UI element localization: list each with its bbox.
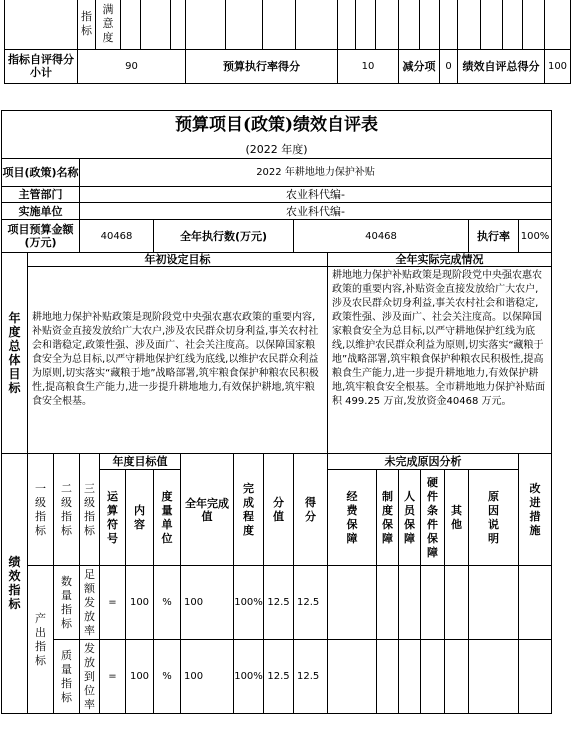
deduct-label: 减分项 [399,49,440,83]
actual-completion-header: 全年实际完成情况 [328,253,552,267]
output-indicator-label: 产出指标 [35,611,46,667]
exec-amount-value: 40468 [294,220,469,253]
row-level2: 质量指标 [61,648,72,704]
level3-header: 三级指标 [84,481,95,537]
row-level2: 数量指标 [61,574,72,630]
year-subtitle: (2022 年度) [2,141,552,159]
degree-header: 完成程度 [243,481,254,537]
other-header: 其他 [451,503,462,531]
budget-label: 项目预算金额(万元) [2,220,80,253]
content-header: 内容 [134,503,145,531]
annual-target-header: 年度目标值 [100,454,181,470]
unit-value: 农业科代编- [80,203,552,220]
row-full-value: 100 [181,640,234,714]
index-cell: 指标 [81,10,92,38]
row-degree: 100% [234,566,264,640]
funding-header: 经费保障 [346,489,358,545]
deduct-value: 0 [440,49,458,83]
row-points: 12.5 [264,566,294,640]
budget-value: 40468 [80,220,154,253]
unit-header: 度量单位 [161,489,173,545]
row-content: 100 [126,566,154,640]
score-header: 得分 [305,495,316,523]
row-score: 12.5 [294,640,328,714]
exec-rate-value: 100% [519,220,552,253]
operator-header: 运算符号 [107,489,118,545]
row-full-value: 100 [181,566,234,640]
level1-header: 一级指标 [35,481,46,537]
row-level3: 发放到位率 [84,641,95,711]
table-row [2,566,552,640]
row-unit: % [154,640,181,714]
dept-label: 主管部门 [2,187,80,203]
initial-goal-header: 年初设定目标 [28,253,328,267]
exec-amount-label: 全年执行数(万元) [154,220,294,253]
project-value: 2022 年耕地地力保护补贴 [80,159,552,187]
subtotal-value: 90 [78,49,186,83]
row-score: 12.5 [294,566,328,640]
exec-rate-label: 执行率 [469,220,519,253]
subtotal-label: 指标自评得分小计 [5,49,78,83]
row-unit: % [154,566,181,640]
initial-goal-text: 耕地地力保护补贴政策是现阶段党中央强农惠农政策的重要内容,补贴资金直接发放给广大农户,涉及农民群众切身利益,事关农村社会和谐稳定,政策性强、涉及面广、社会关注度高。以保障国家粮食安全为总目标,以严守耕地保护红线为底线,以维护农民群众利益为原则,切实落实“藏粮于地”战略部署,筑牢粮食保护种粮农民积极性,提高粮食生产能力,进一步提升耕地地力,有效保护耕地,筑牢粮食安全根基。 [28,267,328,454]
points-header: 分值 [273,495,284,523]
improve-header: 改进措施 [529,481,541,537]
staff-header: 人员保障 [404,489,415,545]
unfinished-header: 未完成原因分析 [328,454,519,470]
dept-value: 农业科代编- [80,187,552,203]
performance-label: 绩效指标 [8,555,21,611]
level2-header: 二级指标 [61,481,72,537]
row-operator: = [100,566,126,640]
project-label: 项目(政策)名称 [2,159,80,187]
table-row [2,640,552,714]
full-value-header: 全年完成值 [181,454,234,566]
row-content: 100 [126,640,154,714]
row-operator: = [100,640,126,714]
row-level3: 足额发放率 [84,567,95,637]
annual-goal-label: 年度总体目标 [8,310,21,395]
hardware-header: 硬件条件保障 [427,475,438,559]
actual-completion-text: 耕地地力保护补贴政策是现阶段党中央强农惠农政策的重要内容,补贴资金直接发放给广大农户,涉及农民群众切身利益,事关农村社会和谐稳定,政策性强、涉及面广、社会关注度高。以保障国家粮食安全为总目标,以严守耕地保护红线为底线,以维护农民群众利益为原则,切实落实“藏粮于地”战略部署,筑牢粮食保护种粮农民积极性,提高粮食生产能力,进一步提升耕地地力,有效保护耕地,筑牢粮食安全根基。全市耕地地力保护补贴面积 499.25 万亩,发放资金40468 万元。 [328,267,552,454]
row-points: 12.5 [264,640,294,714]
exec-score-label: 预算执行率得分 [186,49,338,83]
satisfaction-cell: 满意度 [102,3,114,45]
exec-score-value: 10 [338,49,399,83]
row-degree: 100% [234,640,264,714]
total-score-label: 绩效自评总得分 [458,49,545,83]
evaluation-table [1,110,552,714]
summary-table [4,0,571,84]
system-header: 制度保障 [382,489,393,545]
reason-header: 原因说明 [488,489,499,545]
unit-label: 实施单位 [2,203,80,220]
page-title: 预算项目(政策)绩效自评表 [2,111,552,141]
total-score-value: 100 [545,49,571,83]
